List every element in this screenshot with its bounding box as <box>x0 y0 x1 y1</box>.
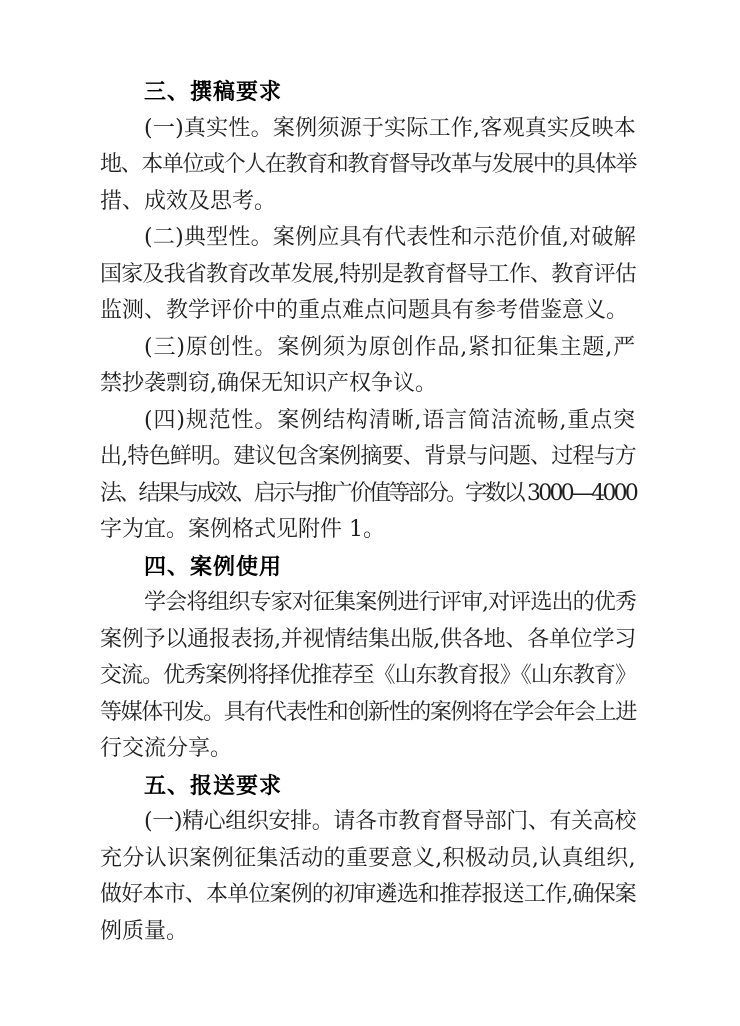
line-text: 等媒体刊发。具有代表性和创新性的案例将在学会年会上进 <box>100 699 636 725</box>
line-text: 监测、教学评价中的重点难点问题具有参考借鉴意义。 <box>100 298 629 323</box>
text-line <box>100 220 636 257</box>
text-line <box>100 403 636 440</box>
line-text: 四、案例使用 <box>144 553 283 579</box>
text-line <box>100 877 636 914</box>
line-text: 出,特色鲜明。建议包含案例摘要、背景与问题、过程与方 <box>100 444 636 469</box>
text-line <box>100 330 636 367</box>
section-heading <box>100 549 636 586</box>
section-heading <box>100 74 636 111</box>
line-text: 禁抄袭剽窃,确保无知识产权争议。 <box>100 371 437 396</box>
text-line <box>100 293 636 330</box>
document-content <box>100 74 636 950</box>
text-line <box>100 804 636 841</box>
line-text: 做好本市、本单位案例的初审遴选和推荐报送工作,确保案 <box>100 882 636 907</box>
section-heading <box>100 768 636 805</box>
line-text: 国家及我省教育改革发展,特别是教育督导工作、教育评估 <box>100 261 636 287</box>
text-line <box>100 585 636 622</box>
line-text: 法、结果与成效、启示与推广价值等部分。字数以 3000—4000 <box>100 480 636 506</box>
line-text: (一)精心组织安排。请各市教育督导部门、有关高校 <box>144 809 636 834</box>
line-text: (一)真实性。案例须源于实际工作,客观真实反映本 <box>144 115 636 141</box>
line-text: 案例予以通报表扬,并视情结集出版,供各地、各单位学习 <box>100 626 636 652</box>
line-text: 例质量。 <box>100 918 189 944</box>
text-line <box>100 184 636 221</box>
text-line <box>100 111 636 148</box>
text-line <box>100 695 636 732</box>
text-line <box>100 257 636 294</box>
text-line <box>100 512 636 549</box>
line-text: 字为宜。案例格式见附件 1。 <box>100 517 385 542</box>
text-line <box>100 841 636 878</box>
line-text: 学会将组织专家对征集案例进行评审,对评选出的优秀 <box>144 590 636 615</box>
line-text: (二)典型性。案例应具有代表性和示范价值,对破解 <box>144 225 636 250</box>
line-text: (四)规范性。案例结构清晰,语言简洁流畅,重点突 <box>144 407 636 433</box>
text-line <box>100 476 636 513</box>
text-line <box>100 439 636 476</box>
text-line <box>100 366 636 403</box>
line-text: 行交流分享。 <box>100 736 233 761</box>
line-text: 地、本单位或个人在教育和教育督导改革与发展中的具体举 <box>100 152 636 177</box>
line-text: (三)原创性。案例须为原创作品,紧扣征集主题,严 <box>144 334 636 360</box>
line-text: 交流。优秀案例将择优推荐至《山东教育报》《山东教育》 <box>100 663 636 688</box>
text-line <box>100 622 636 659</box>
line-text: 充分认识案例征集活动的重要意义,积极动员,认真组织, <box>100 845 636 871</box>
line-text: 措、成效及思考。 <box>100 188 277 214</box>
text-line <box>100 914 636 951</box>
line-text: 五、报送要求 <box>144 772 283 798</box>
text-line <box>100 147 636 184</box>
text-line <box>100 658 636 695</box>
line-text: 三、撰稿要求 <box>144 79 283 104</box>
text-line <box>100 731 636 768</box>
